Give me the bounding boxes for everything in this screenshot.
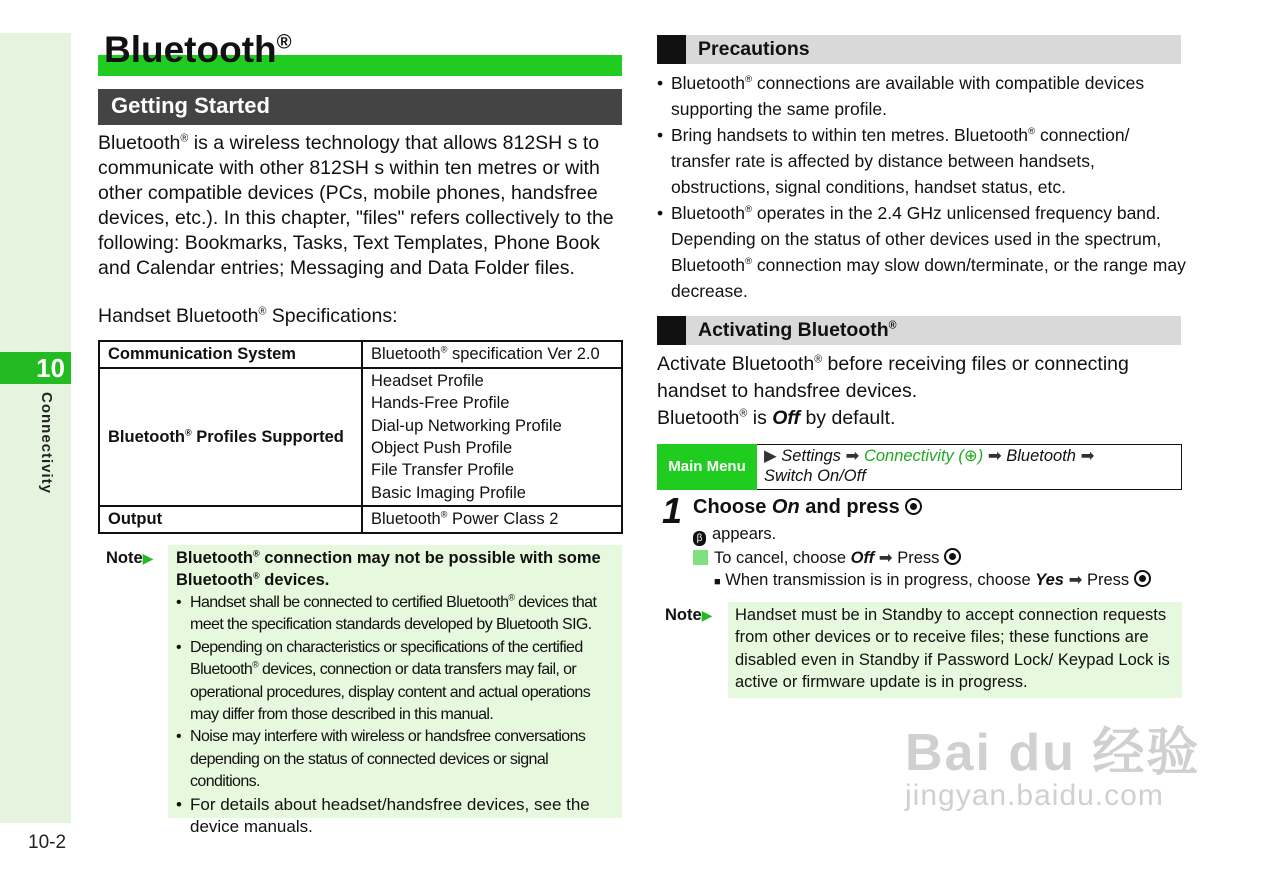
profile-item: Headset Profile [371,371,484,390]
table-row [99,506,622,533]
table-row [99,341,622,368]
step-appears: β appears. [693,525,776,546]
triangle-right-icon: ▶ [701,607,713,623]
activate-paragraph: Activate Bluetooth® before receiving files or connecting handset to handsfree devices. Bluetooth® is Off by default. [657,353,1129,429]
getting-started-heading: Getting Started [98,89,622,125]
transmission-line: ■ When transmission is in progress, choose Yes ➡ Press [714,570,1151,590]
green-square-icon [693,550,708,565]
step-title: Choose On and press [693,496,922,519]
note-label: Note▶ [665,606,713,624]
chapter-label: Connectivity [38,392,55,495]
spec-heading: Handset Bluetooth® Specifications: [98,305,398,327]
list-item: • For details about headset/handsfree devices, see the device manuals. [176,794,620,839]
menu-path: ▶ Settings ➡ Connectivity (⊕) ➡ Bluetooth ➡ Switch On/Off [764,447,1095,485]
profile-item: Object Push Profile [371,439,513,457]
step-number: 1 [662,490,683,531]
bluetooth-icon: β [693,531,706,546]
center-key-icon [1134,570,1151,587]
chapter-tab[interactable]: 10 [0,352,71,384]
arrow-right-icon: ➡ [878,549,893,567]
center-key-icon [905,498,922,515]
main-menu-label: Main Menu [657,444,757,490]
note-list [176,592,620,838]
arrow-right-icon: ➡ [1068,571,1083,589]
note-label: Note▶ [106,549,154,567]
profile-item: Basic Imaging Profile [371,483,526,502]
arrow-right-icon: ➡ [845,447,860,465]
list-item: • Noise may interfere with wireless or handsfree conversations depending on the status of connected devices or signal conditions. [176,726,620,793]
triangle-right-icon: ▶ [142,550,154,566]
watermark: Bai du 经验 jingyan.baidu.com [905,724,1201,812]
list-item: • Bluetooth® connections are available with compatible devices supporting the same profile. [657,70,1187,122]
precautions-list [657,70,1187,304]
profile-item: Dial-up Networking Profile [371,416,562,435]
heading-square-icon [657,35,686,64]
arrow-right-icon: ➡ [1080,447,1095,465]
page-number: 10-2 [28,832,67,853]
spec-key: Communication System [99,341,362,368]
spec-table [98,340,623,534]
intro-paragraph: Bluetooth® is a wireless technology that allows 812SH s to communicate with other 812SH s within ten metres or with other compatible devices (PCs, mobile phones, handsfree devices, etc.). In this chapter, "files" refers collectively to the following: Bookmarks, Tasks, Text Templates, Phone Book and Calendar entries; Messaging and Data Folder files. [98,132,614,279]
spec-value-profiles [362,368,622,506]
spec-value: Bluetooth® specification Ver 2.0 [362,341,622,368]
list-item: • Bluetooth® operates in the 2.4 GHz unlicensed frequency band. Depending on the status of other devices used in the spectrum, Bluetooth® connection may slow down/terminate, or the range may decrease. [657,200,1187,304]
note-text: Handset must be in Standby to accept connection requests from other devices or to receive files; these functions are disabled even in Standby if Password Lock/ Keypad Lock is active or firmware update is in progress. [735,606,1170,692]
page-title: Bluetooth® [104,29,292,70]
spec-key: Bluetooth® Profiles Supported [99,368,362,506]
precautions-heading: Precautions [657,35,1181,64]
spec-value: Bluetooth® Power Class 2 [362,506,622,533]
spec-key: Output [99,506,362,533]
play-icon: ▶ [764,447,777,465]
profile-item: Hands-Free Profile [371,394,510,413]
note-heading: Bluetooth® connection may not be possible with some Bluetooth® devices. [176,548,601,590]
heading-square-icon [657,316,686,345]
profile-item: File Transfer Profile [371,461,515,480]
sidebar-strip [0,33,71,823]
table-row [99,368,622,506]
list-item: • Bring handsets to within ten metres. Bluetooth® connection/ transfer rate is affected by distance between handsets, obstructions, signal conditions, handset status, etc. [657,122,1187,200]
center-key-icon [944,548,961,565]
nav-key-icon: ⊕ [963,447,978,465]
list-item: • Handset shall be connected to certified Bluetooth® devices that meet the specification standards developed by Bluetooth SIG. [176,592,620,637]
arrow-right-icon: ➡ [987,447,1002,465]
list-item: • Depending on characteristics or specifications of the certified Bluetooth® devices, connection or data transfers may fail, or operational procedures, display content and actual operations may differ from those described in this manual. [176,637,620,727]
cancel-line: To cancel, choose Off ➡ Press [693,548,961,568]
square-bullet-icon: ■ [714,576,721,588]
activating-heading: Activating Bluetooth® [657,316,1181,345]
